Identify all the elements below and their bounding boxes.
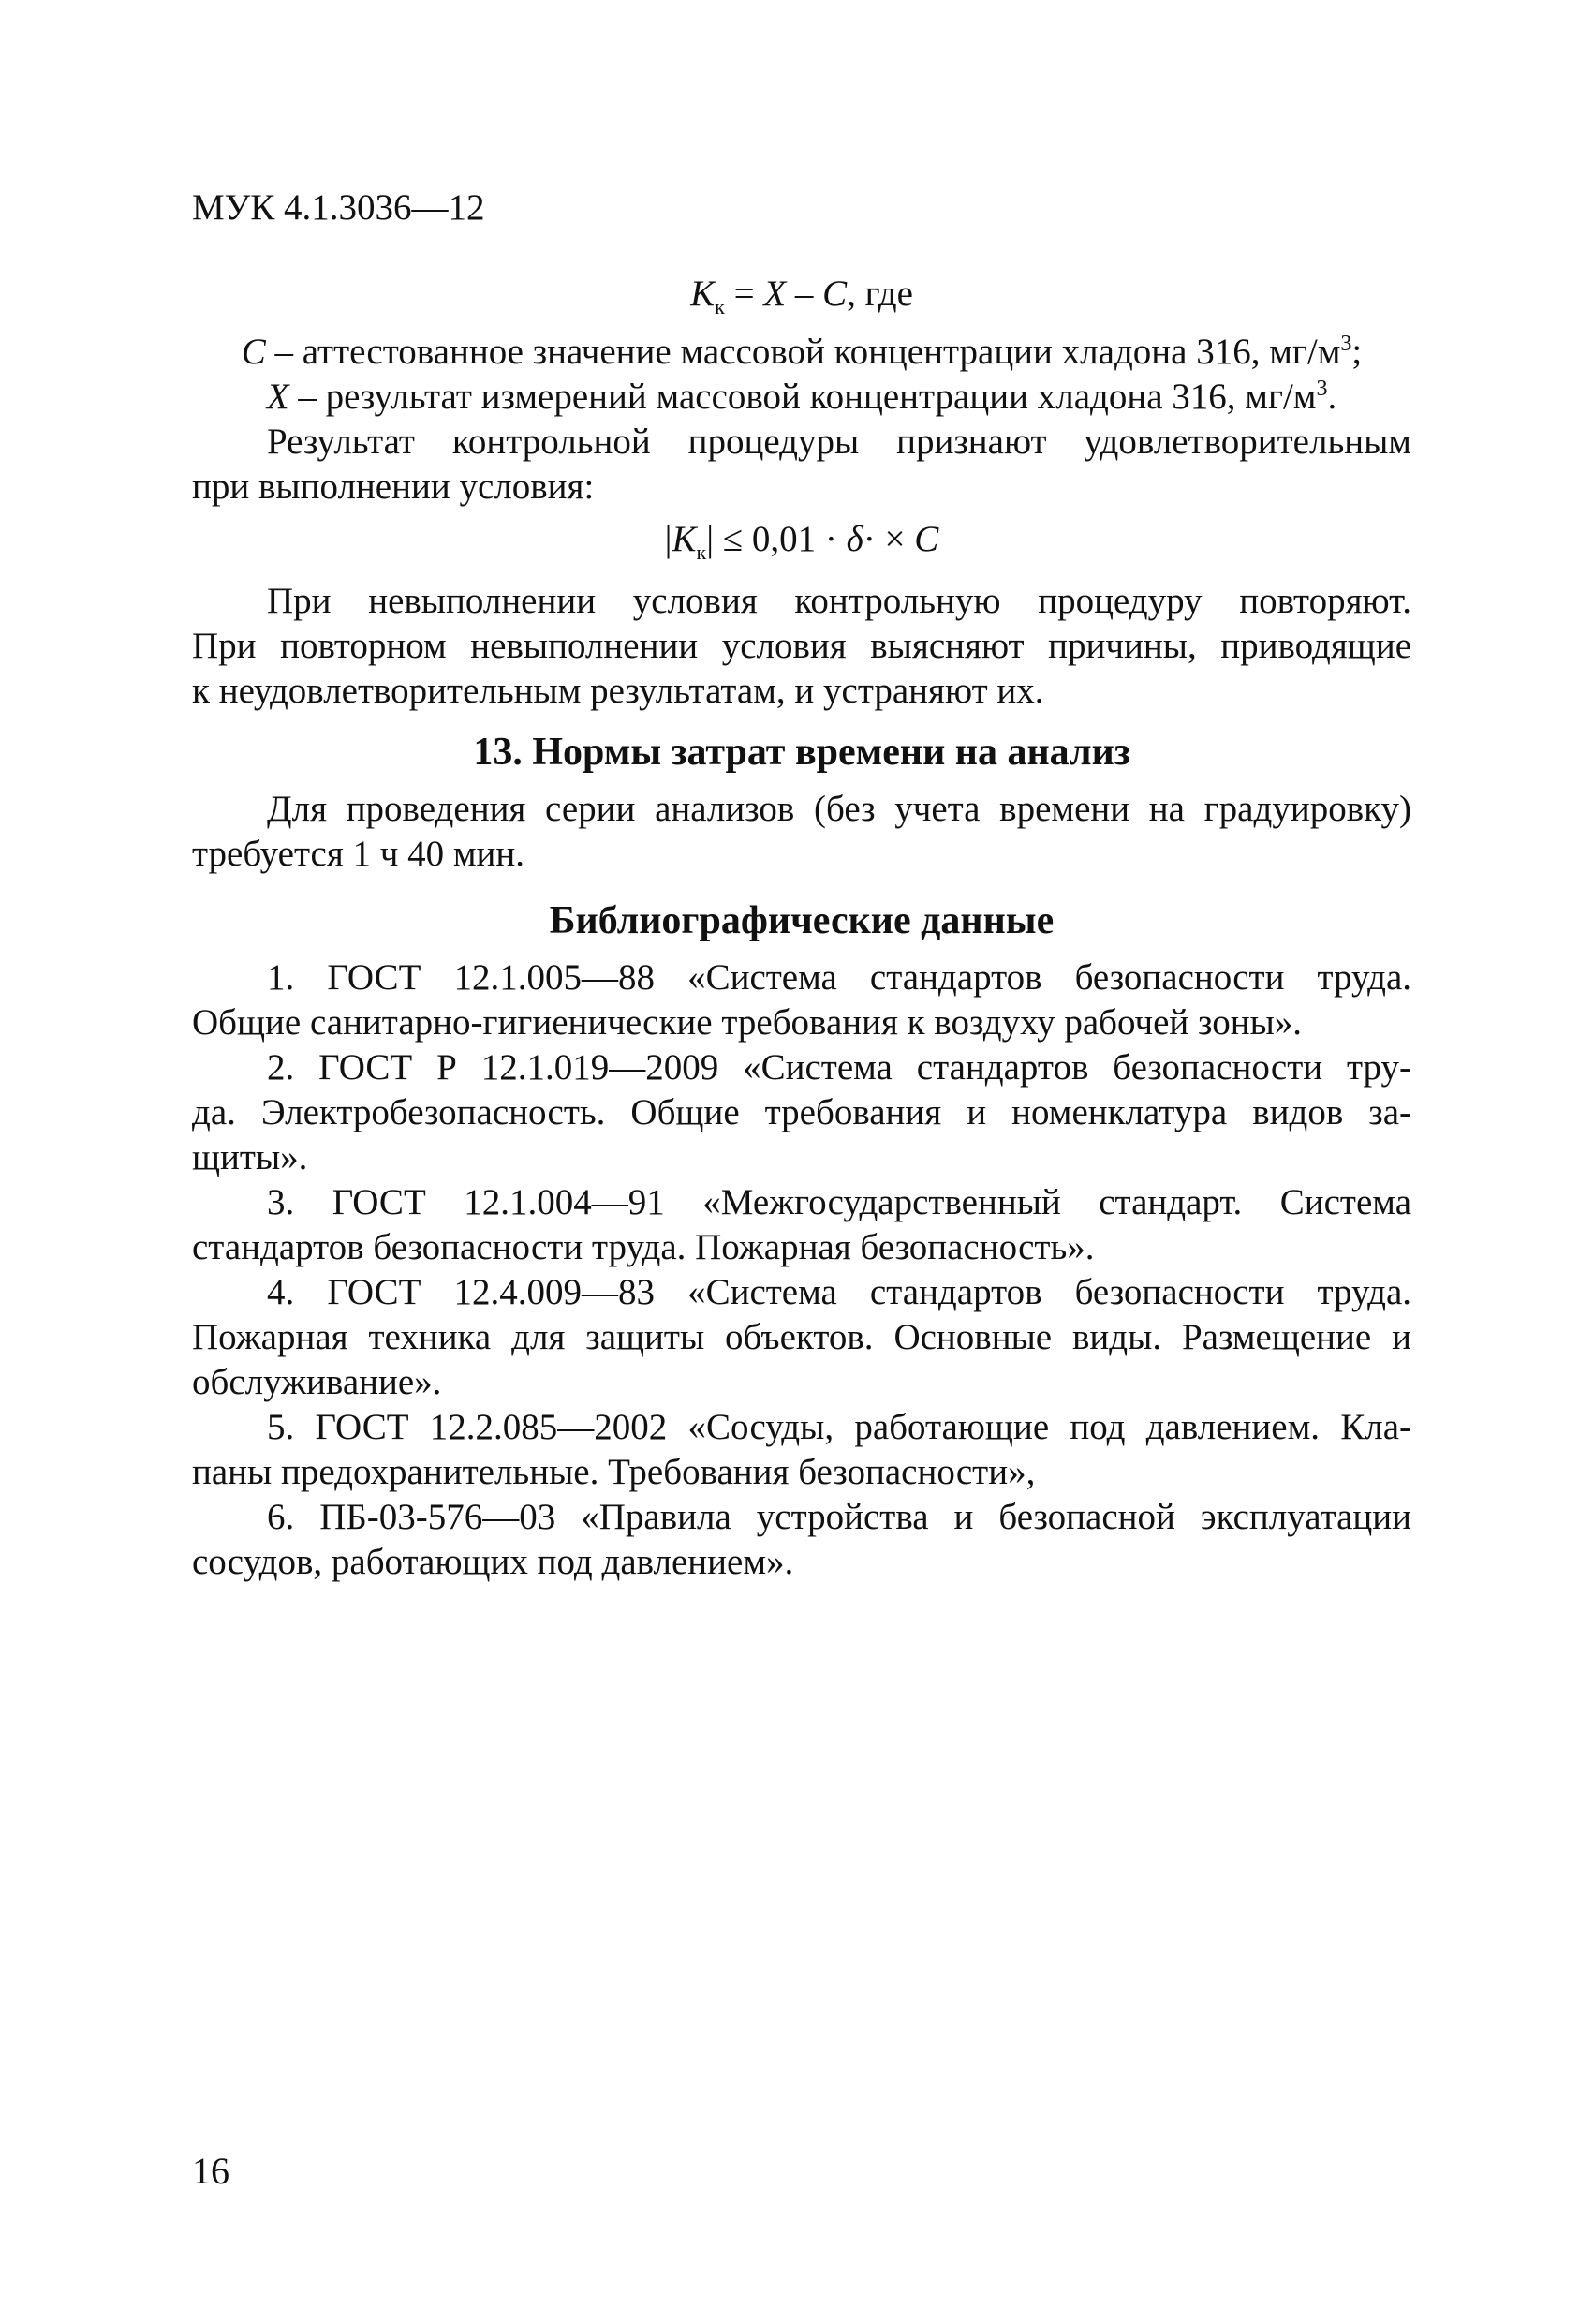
formula-equals: = — [724, 274, 764, 314]
bib-item-6-line-1: 6. ПБ-03-576—03 «Правила устройства и безопасной эксплуатации — [267, 1497, 1411, 1537]
bib-item-5-line-1: 5. ГОСТ 12.2.085—2002 «Сосуды, работающие под давлением. Кла- — [267, 1407, 1411, 1447]
bib-item-1-line-1: 1. ГОСТ 12.1.005—88 «Система стандартов безопасности труда. — [267, 957, 1411, 998]
bib-item-4-line-2: Пожарная техника для защиты объектов. Основные виды. Размещение и — [192, 1317, 1411, 1357]
bib-item-6-line-2: сосудов, работающих под давлением». — [192, 1542, 794, 1582]
bib-item-1-line-2: Общие санитарно-гигиенические требования к воздуху рабочей зоны». — [192, 1002, 1303, 1043]
bib-item-4-line-1: 4. ГОСТ 12.4.009—83 «Система стандартов безопасности труда. — [267, 1272, 1411, 1312]
definition-x — [192, 375, 1411, 420]
page-number: 16 — [192, 2150, 229, 2192]
result-paragraph-line-1: Результат контрольной процедуры признают удовлетворительным — [267, 422, 1411, 462]
formula2-delta: δ — [846, 519, 863, 559]
definition-c-sup: 3 — [1340, 332, 1352, 356]
definition-c-text: – аттестованное значение массовой концентрации хладона 316, мг/м — [265, 332, 1341, 372]
result-paragraph-line-2: при выполнении условия: — [192, 466, 595, 507]
definition-c-end: ; — [1351, 332, 1363, 372]
bib-item-4-line-3: обслуживание». — [192, 1362, 442, 1402]
bib-item-2-line-3: щиты». — [192, 1137, 308, 1177]
bib-item-2-line-1: 2. ГОСТ Р 12.1.019—2009 «Система стандартов безопасности тру- — [267, 1047, 1411, 1088]
bib-item-2-line-2: да. Электробезопасность. Общие требования и номенклатура видов за- — [192, 1092, 1411, 1132]
formula-k-subscript: к — [715, 294, 725, 318]
formula2-times: · × — [863, 519, 915, 559]
bib-item-5-line-2: паны предохранительные. Требования безопасности», — [192, 1452, 1036, 1492]
section-13-line-2: требуется 1 ч 40 мин. — [192, 834, 525, 874]
definition-x-text: – результат измерений массовой концентрации хладона 316, мг/м — [288, 377, 1317, 417]
definition-x-sup: 3 — [1316, 377, 1328, 401]
section-13-heading: 13. Нормы затрат времени на анализ — [473, 731, 1130, 774]
document-code-header: МУК 4.1.3036—12 — [192, 187, 485, 228]
formula2-c-symbol: C — [914, 519, 939, 559]
formula-condition: $|K_к| \le 0,01 \cdot \delta\cdot \times C$ — [664, 519, 939, 564]
formula2-k-subscript: к — [696, 540, 707, 564]
repeat-paragraph-line-2: При повторном невыполнении условия выясняют причины, приводящие — [192, 626, 1411, 666]
repeat-paragraph-line-3: к неудовлетворительным результатам, и устраняют их. — [192, 671, 1044, 711]
bib-item-3-line-1: 3. ГОСТ 12.1.004—91 «Межгосударственный стандарт. Система — [267, 1182, 1411, 1222]
definition-x-end: . — [1327, 377, 1337, 417]
formula-k-symbol: K — [690, 274, 716, 314]
definition-x-symbol: X — [266, 377, 289, 417]
formula-tail: , где — [847, 274, 913, 314]
repeat-paragraph-line-1: При невыполнении условия контрольную процедуру повторяют. — [267, 581, 1411, 621]
definition-c — [192, 330, 1411, 375]
formula2-rest: ≤ 0,01 · — [714, 519, 847, 559]
formula-minus: – — [786, 274, 823, 314]
formula-c-symbol: C — [822, 274, 848, 314]
definition-c-symbol: C — [241, 332, 266, 372]
bibliography-heading: Библиографические данные — [549, 899, 1055, 942]
bib-item-3-line-2: стандартов безопасности труда. Пожарная безопасность». — [192, 1227, 1095, 1267]
formula-kk — [192, 272, 1411, 330]
section-13-line-1: Для проведения серии анализов (без учета времени на градуировку) — [267, 789, 1411, 829]
formula2-k-symbol: K — [672, 519, 697, 559]
formula-x-symbol: X — [763, 274, 787, 314]
